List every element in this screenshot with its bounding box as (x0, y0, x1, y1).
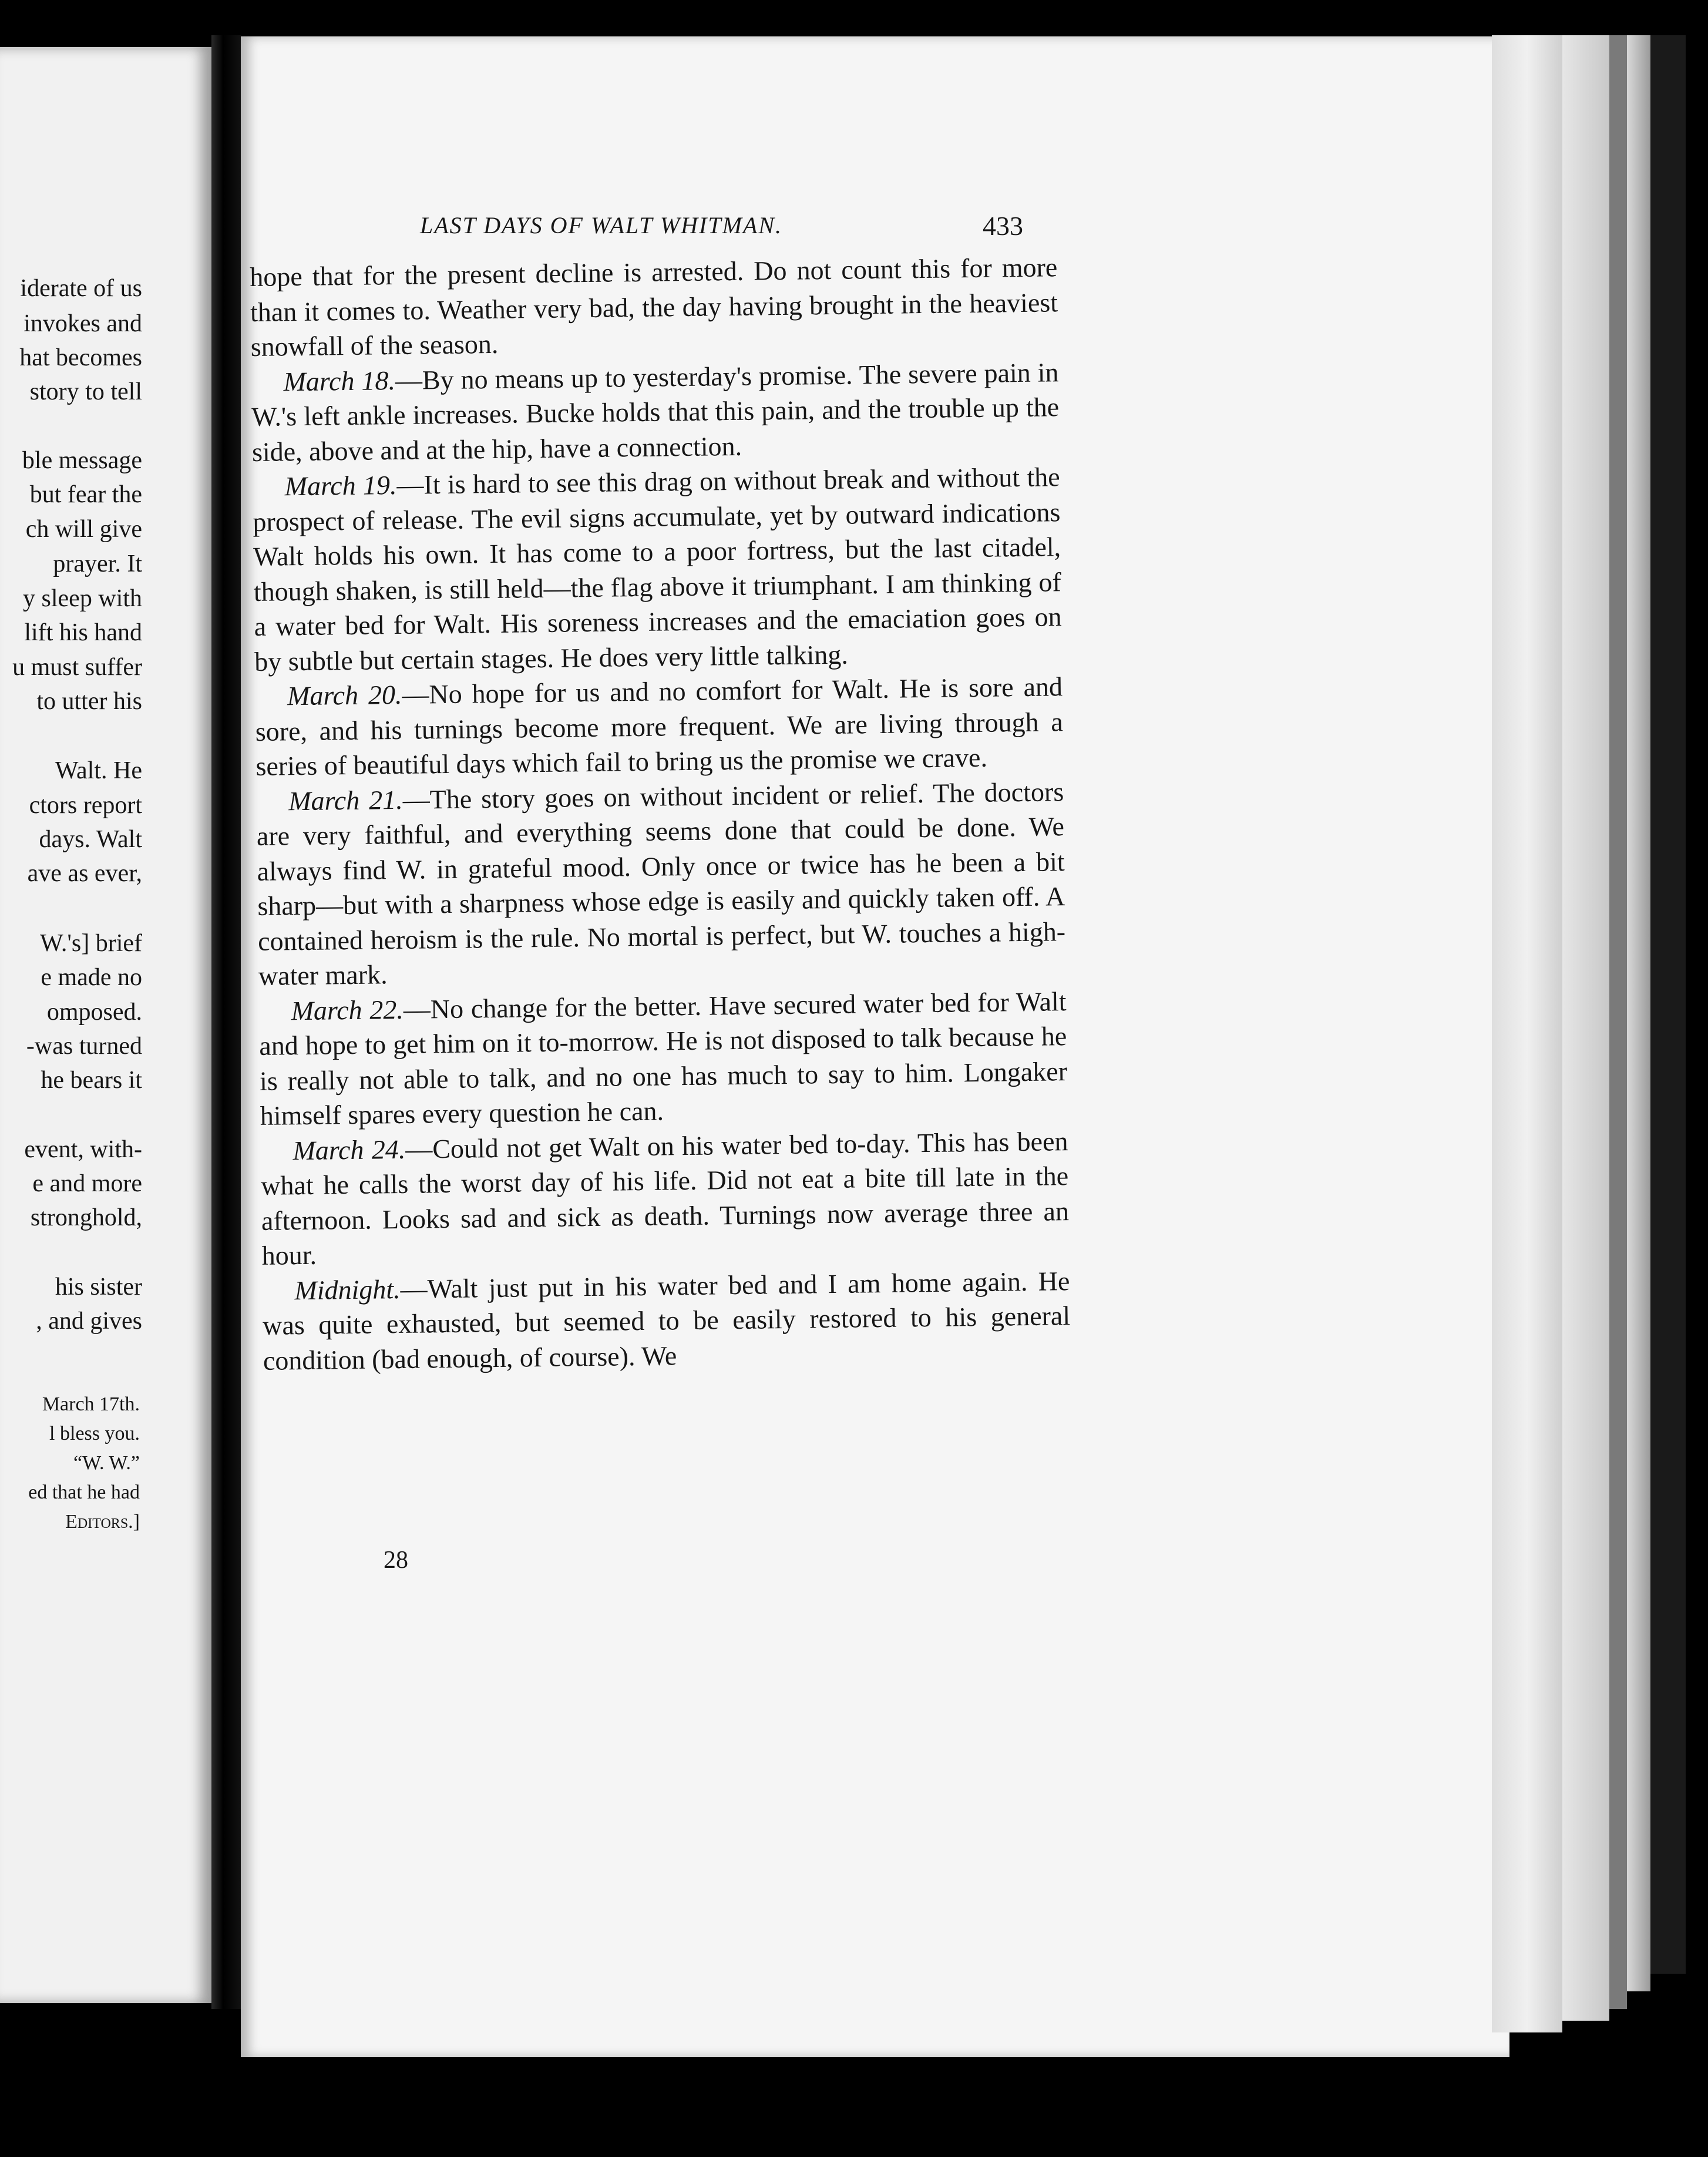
left-page-line: ble message (22, 447, 142, 474)
paragraph (258, 984, 1068, 1134)
left-page-note: l bless you. (49, 1423, 140, 1444)
left-page-line: but fear the (29, 481, 142, 508)
page-edge-stack (1562, 35, 1609, 2021)
entry-date: March 24. (292, 1134, 406, 1165)
left-page-line: W.'s] brief (40, 930, 142, 957)
left-page-line: he bears it (41, 1067, 142, 1094)
paragraph (262, 1264, 1071, 1378)
left-page-line: hat becomes (19, 344, 142, 371)
left-page-line: prayer. It (53, 550, 142, 577)
left-page-line: event, with- (24, 1136, 142, 1163)
paragraph-text: —The story goes on without incident or relief. The doctors are very faithful, and everything seems done that could be done. We always find W. in grateful mood. Only once or twice has he been a bit sharp—but with a sharpness whose edge is easily and quickly taken off. A contained heroism is the rule. No mortal is perfect, but W. touches a high-water mark. (256, 776, 1066, 991)
paragraph-text: —It is hard to see this drag on without break and without the prospect of release. The evil signs accumulate, yet by outward indications Walt holds his own. It has come to a poor fortress, but the last citadel, though shaken, is still held—the flag above it triumphant. I am thinking of a water bed for Walt. His soreness increases and the emaciation goes on by subtle but certain stages. He does very little talking. (253, 462, 1062, 677)
left-facing-page (0, 47, 211, 2003)
paragraph-text: —No hope for us and no comfort for Walt. He is sore and sore, and his turnings become more frequent. We are living through a series of beautiful days which fail to bring us the promise we crave. (255, 671, 1064, 781)
left-page-line: e and more (32, 1170, 142, 1197)
left-page-note: March 17th. (42, 1393, 140, 1415)
paragraph-text: hope that for the present decline is arrested. Do not count this for more than it comes to. Weather very bad, the day having brought in the heaviest snowfall of the season. (250, 252, 1058, 362)
left-page-line: stronghold, (30, 1204, 142, 1231)
left-page-line: ave as ever, (27, 860, 142, 887)
left-page-line: y sleep with (23, 585, 142, 612)
left-page-line: lift his hand (24, 619, 142, 646)
left-page-line: e made no (41, 964, 142, 991)
left-page-note: “W. W.” (73, 1452, 140, 1474)
paragraph-text: —By no means up to yesterday's promise. The severe pain in W.'s left ankle increases. Bucke holds that this pain, and the trouble up the side, above and at the hip, have a connection. (251, 357, 1060, 467)
left-page-line: iderate of us (20, 275, 142, 302)
entry-date: March 19. (284, 469, 397, 502)
left-page-line: , and gives (36, 1308, 142, 1335)
running-title: LAST DAYS OF WALT WHITMAN. (420, 212, 783, 238)
paragraph (250, 250, 1058, 364)
paragraph-text: —Could not get Walt on his water bed to-day. This has been what he calls the worst day of his life. Did not eat a bite till late in the afternoon. Looks sad and sick as death. Turnings now average three an hour. (260, 1125, 1070, 1271)
left-page-line: days. Walt (39, 826, 142, 853)
entry-date: March 18. (283, 365, 396, 397)
left-page-line: ctors report (29, 792, 142, 819)
left-page-line: u must suffer (12, 654, 142, 681)
page-edge-stack (1627, 35, 1650, 1991)
page-edge-stack (1492, 35, 1562, 2032)
paragraph-text: —Walt just put in his water bed and I am home again. He was quite exhausted, but seemed to be easily restored to his general condition (bad enough, of course). We (262, 1265, 1071, 1376)
left-page-note: ed that he had (28, 1481, 140, 1503)
page-edge-stack (1650, 35, 1686, 1974)
left-page-note: Editors.] (65, 1511, 140, 1533)
left-page-line: story to tell (29, 378, 142, 405)
page-number: 433 (983, 211, 1023, 241)
left-page-line: invokes and (23, 310, 142, 337)
paragraph-text: —No change for the better. Have secured water bed for Walt and hope to get him on it to-morrow. He is not disposed to talk because he is really not able to talk, and no one has much to say to him. Longaker himself spares every question he can. (259, 986, 1068, 1131)
entry-date: March 20. (287, 679, 402, 711)
paragraph (252, 459, 1062, 679)
entry-date: March 21. (288, 784, 403, 816)
paragraph (251, 355, 1060, 469)
left-page-line: -was turned (26, 1033, 142, 1060)
left-page-line: ch will give (25, 516, 142, 543)
paragraph (256, 774, 1066, 994)
entry-date: Midnight. (294, 1274, 401, 1305)
left-page-line: to utter his (36, 688, 142, 715)
paragraph (255, 669, 1064, 784)
left-page-line: Walt. He (55, 757, 142, 784)
left-page-line: his sister (55, 1274, 142, 1301)
page-body (250, 250, 1071, 1378)
paragraph (260, 1124, 1070, 1274)
entry-date: March 22. (291, 994, 404, 1026)
book-gutter (211, 35, 241, 2009)
left-page-line: omposed. (46, 999, 142, 1026)
page-edge-stack (1609, 35, 1627, 2009)
signature-mark: 28 (384, 1547, 408, 1574)
